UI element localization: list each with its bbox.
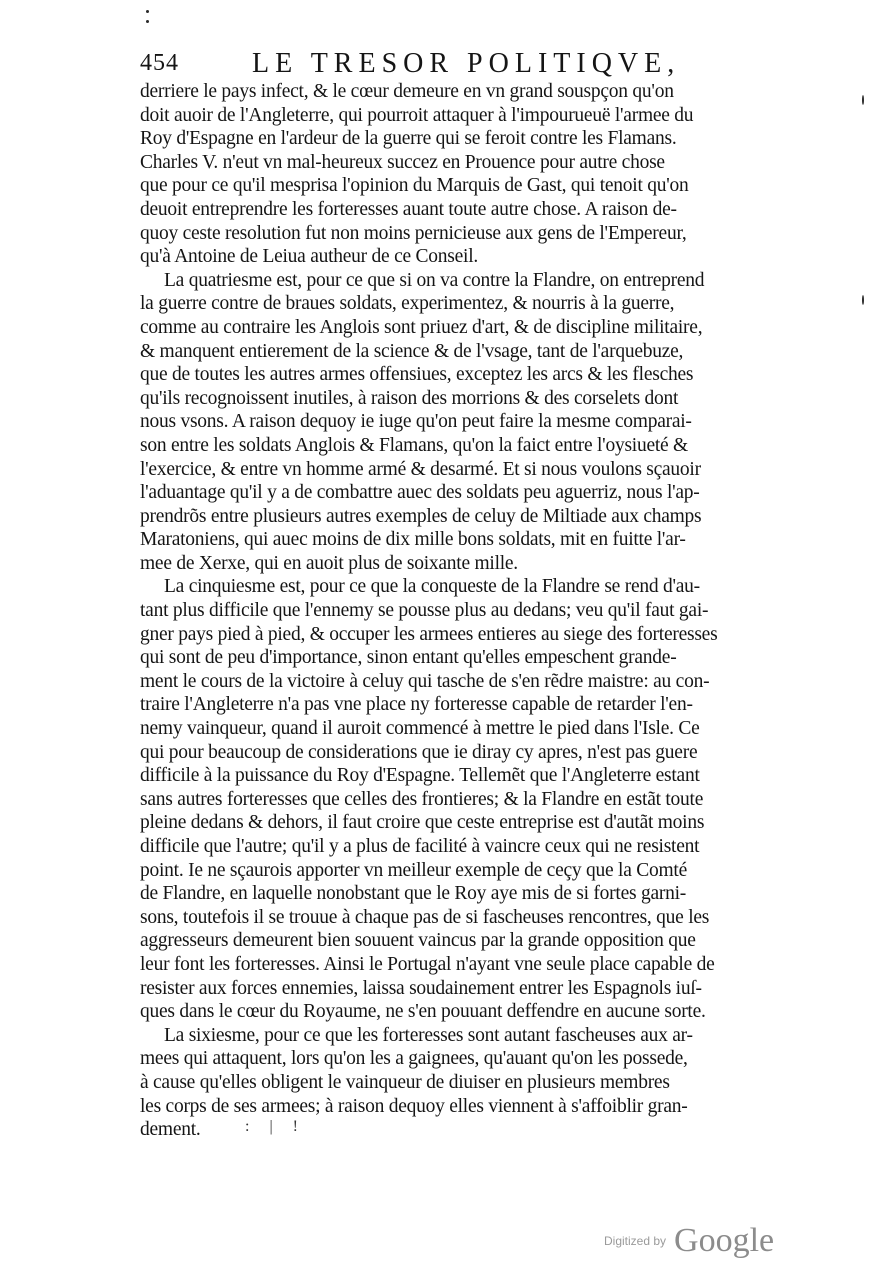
text-line: doit auoir de l'Angleterre, qui pourroit attaquer à l'impourueuë l'armee du	[140, 104, 694, 126]
text-line: difficile que l'autre; qu'il y a plus de facilité à vaincre ceux qui ne resistent	[140, 836, 700, 857]
page-header	[140, 48, 780, 84]
text-line: ques dans le cœur du Royaume, ne s'en pouuant deffendre en aucune sorte.	[140, 1001, 706, 1023]
text-line: que pour ce qu'il mesprisa l'opinion du Marquis de Gast, qui tenoit qu'on	[140, 175, 689, 197]
text-line: & manquent entierement de la science & de l'vsage, tant de l'arquebuze,	[140, 340, 684, 362]
text-line: La sixiesme, pour ce que les forteresses sont autant fascheuses aux ar-	[164, 1024, 693, 1046]
text-line: mee de Xerxe, qui en auoit plus de soixante mille.	[140, 552, 518, 574]
text-line: traire l'Angleterre n'a pas vne place ny forteresse capable de retarder l'en-	[140, 694, 693, 716]
text-line: qui sont de peu d'importance, sinon entant qu'elles empeschent grande-	[140, 647, 677, 669]
text-line: l'aduantage qu'il y a de combattre auec des soldats peu aguerriz, nous l'ap-	[140, 482, 700, 504]
text-line: qu'à Antoine de Leiua autheur de ce Conseil.	[140, 246, 478, 268]
text-line: sons, toutefois il se trouue à chaque pas de si fascheuses rencontres, que les	[140, 906, 710, 928]
text-line: difficile à la puissance du Roy d'Espagne. Tellemẽt que l'Angleterre estant	[140, 765, 700, 787]
text-line: ment le cours de la victoire à celuy qui tasche de s'en rẽdre maistre: au con-	[140, 670, 710, 692]
text-line: sans autres forteresses que celles des frontieres; & la Flandre en estãt toute	[140, 788, 704, 810]
text-line: quoy ceste resolution fut non moins pernicieuse aux gens de l'Empereur,	[140, 222, 687, 244]
text-line: mees qui attaquent, lors qu'on les a gaignees, qu'auant qu'on les possede,	[140, 1048, 688, 1070]
text-line: les corps de ses armees; à raison dequoy elles viennent à s'affoiblir gran-	[140, 1095, 688, 1117]
text-line: pleine dedans & dehors, il faut croire que ceste entreprise est d'autãt moins	[140, 812, 705, 834]
text-line: que de toutes les autres armes offensiues, exceptez les arcs & les flesches	[140, 364, 694, 386]
body-text	[140, 80, 780, 1142]
text-line: Maratoniens, qui auec moins de dix mille bons soldats, mit en fuitte l'ar-	[140, 529, 686, 551]
text-line: qu'ils recognoissent inutiles, à raison des morrions & des corselets dont	[140, 387, 679, 409]
text-line: la guerre contre de braues soldats, experimentez, & nourris à la guerre,	[140, 293, 675, 315]
watermark-prefix: Digitized by	[604, 1234, 667, 1248]
text-line: La quatriesme est, pour ce que si on va contre la Flandre, on entreprend	[164, 269, 705, 291]
text-line: deuoit entreprendre les forteresses auant toute autre chose. A raison de-	[140, 198, 677, 220]
text-line: nemy vainqueur, quand il auroit commencé à mettre le pied dans l'Isle. Ce	[140, 718, 700, 740]
text-line: point. Ie ne sçaurois apporter vn meilleur exemple de ceçy que la Comté	[140, 859, 687, 881]
text-line: Charles V. n'eut vn mal-heureux succez en Prouence pour autre chose	[140, 151, 665, 173]
running-title: LE TRESOR POLITIQVE,	[252, 48, 681, 79]
text-line: nous vsons. A raison dequoy ie iuge qu'on peut faire la mesme comparai-	[140, 411, 692, 433]
text-line: à cause qu'elles obligent le vainqueur de diuiser en plusieurs membres	[140, 1071, 670, 1093]
page-number: 454	[140, 50, 179, 76]
text-line: l'exercice, & entre vn homme armé & desarmé. Et si nous voulons sçauoir	[140, 458, 701, 480]
text-line: son entre les soldats Anglois & Flamans, qu'on la faict entre l'oysiueté &	[140, 434, 688, 456]
text-line: derriere le pays infect, & le cœur demeure en vn grand souspçon qu'on	[140, 81, 674, 102]
digitized-by-google-watermark	[604, 1222, 774, 1260]
text-line: dement.	[140, 1119, 201, 1141]
text-line: gner pays pied à pied, & occuper les armees entieres au siege des forteresses	[140, 623, 718, 645]
text-line: La cinquiesme est, pour ce que la conqueste de la Flandre se rend d'au-	[164, 576, 700, 598]
text-line: Roy d'Espagne en l'ardeur de la guerre qui se feroit contre les Flamans.	[140, 128, 677, 150]
margin-speck	[862, 95, 864, 105]
google-logo-icon: Google	[674, 1222, 775, 1259]
text-line: resister aux forces ennemies, laissa soudainement entrer les Espagnols iuſ-	[140, 977, 702, 999]
text-line: aggresseurs demeurent bien souuent vaincus par la grande opposition que	[140, 930, 696, 952]
text-line: leur font les forteresses. Ainsi le Portugal n'ayant vne seule place capable de	[140, 953, 715, 975]
text-line: qui pour beaucoup de considerations que ie diray cy apres, n'est pas guere	[140, 741, 698, 763]
margin-speck	[862, 295, 864, 305]
margin-speck	[146, 10, 149, 13]
text-line: de Flandre, en laquelle nonobstant que le Roy aye mis de si fortes garni-	[140, 883, 687, 905]
text-line: prendrõs entre plusieurs autres exemples de celuy de Miltiade aux champs	[140, 505, 702, 527]
text-line: comme au contraire les Anglois sont priuez d'art, & de discipline militaire,	[140, 316, 703, 338]
margin-speck	[146, 20, 149, 23]
footer-marks: : | !	[245, 1118, 306, 1135]
text-line: tant plus difficile que l'ennemy se pousse plus au dedans; veu qu'il faut gai-	[140, 600, 709, 622]
